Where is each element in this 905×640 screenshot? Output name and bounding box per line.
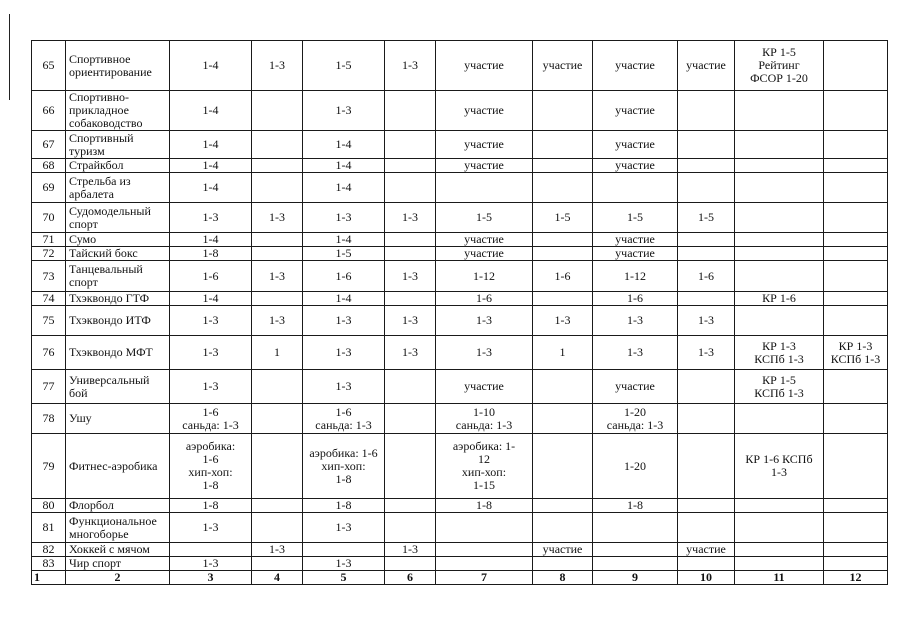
table-cell: 1-3 [170,370,252,404]
table-cell [824,543,888,557]
table-cell: участие [593,247,678,261]
table-cell [735,131,824,159]
table-cell [678,292,735,306]
table-cell: 1-6 [170,261,252,292]
table-cell [824,370,888,404]
table-cell [593,513,678,543]
table-cell: 1-6 [436,292,533,306]
table-cell [436,513,533,543]
table-cell: 1-6 [533,261,593,292]
table-cell: 1-3 [303,203,385,233]
table-cell: 1-3 [252,41,303,91]
table-cell [385,557,436,571]
table-cell: 1-5 [678,203,735,233]
table-cell: 1-4 [170,292,252,306]
table-cell: 1-4 [303,233,385,247]
table-row [32,247,888,261]
table-cell [824,131,888,159]
table-cell: участие [436,41,533,91]
table-cell: 1-3 [252,543,303,557]
table-cell: 1-10 саньда: 1-3 [436,404,533,434]
table-cell [824,247,888,261]
table-cell: КР 1-5 Рейтинг ФСОР 1-20 [735,41,824,91]
table-row [32,499,888,513]
table-cell: 1-3 [303,306,385,336]
table-cell [824,499,888,513]
table-cell: участие [593,233,678,247]
table-cell: 1-3 [385,543,436,557]
table-cell: 1-8 [436,499,533,513]
table-cell: 1-4 [170,41,252,91]
column-number: 8 [533,571,593,585]
table-row [32,261,888,292]
table-cell [678,247,735,261]
table-cell: 1-3 [678,336,735,370]
sport-name: Тайский бокс [66,247,170,261]
table-cell: 1-3 [533,306,593,336]
table-cell: участие [593,131,678,159]
table-cell [385,173,436,203]
table-cell [252,404,303,434]
table-cell: КР 1-3 КСПб 1-3 [824,336,888,370]
table-cell: 1-3 [385,261,436,292]
table-cell [824,404,888,434]
row-number: 79 [32,434,66,499]
table-cell [678,131,735,159]
sport-name: Чир спорт [66,557,170,571]
table-cell [735,247,824,261]
table-cell: 1-3 [436,336,533,370]
table-row [32,370,888,404]
table-cell: 1-3 [303,91,385,131]
table-cell [824,292,888,306]
table-cell [735,159,824,173]
sport-name: Стрельба из арбалета [66,173,170,203]
table-cell: участие [436,233,533,247]
table-cell: аэробика: 1-6 хип-хоп: 1-8 [303,434,385,499]
table-cell [824,261,888,292]
table-cell: 1-3 [170,336,252,370]
table-cell [735,91,824,131]
table-cell: участие [593,370,678,404]
table-cell: 1-12 [436,261,533,292]
column-number: 11 [735,571,824,585]
table-cell [533,131,593,159]
table-cell: 1-5 [593,203,678,233]
table-cell: 1-20 саньда: 1-3 [593,404,678,434]
table-cell: КР 1-3 КСПб 1-3 [735,336,824,370]
table-cell: 1-5 [303,41,385,91]
table-cell [678,404,735,434]
table-cell [533,247,593,261]
table-cell [735,173,824,203]
sport-name: Флорбол [66,499,170,513]
table-cell: 1-4 [303,173,385,203]
table-cell: 1-4 [303,131,385,159]
table-cell: 1-3 [593,306,678,336]
table-cell [436,557,533,571]
table-cell [252,370,303,404]
table-cell [252,557,303,571]
table-cell: 1-8 [170,247,252,261]
table-cell [678,91,735,131]
sport-name: Хоккей с мячом [66,543,170,557]
table-cell: 1-3 [252,261,303,292]
table-cell: участие [436,247,533,261]
table-cell [252,159,303,173]
table-cell: 1-8 [303,499,385,513]
sport-name: Спортивное ориентирование [66,41,170,91]
table-cell [824,41,888,91]
sport-name: Танцевальный спорт [66,261,170,292]
table-cell: участие [678,543,735,557]
table-cell [385,370,436,404]
table-cell [735,306,824,336]
row-number: 83 [32,557,66,571]
table-cell: аэробика: 1-6 хип-хоп: 1-8 [170,434,252,499]
row-number: 77 [32,370,66,404]
table-cell: 1-5 [303,247,385,261]
table-cell [678,370,735,404]
table-cell [533,370,593,404]
table-cell [678,233,735,247]
table-cell: 1-3 [385,41,436,91]
row-number: 67 [32,131,66,159]
table-cell [678,557,735,571]
table-row [32,292,888,306]
row-number: 66 [32,91,66,131]
row-number: 71 [32,233,66,247]
table-cell [170,543,252,557]
table-cell: участие [593,159,678,173]
row-number: 80 [32,499,66,513]
table-cell [252,233,303,247]
table-cell: 1-3 [678,306,735,336]
column-number: 10 [678,571,735,585]
row-number: 74 [32,292,66,306]
table-row [32,513,888,543]
row-number: 75 [32,306,66,336]
table-cell: 1-4 [170,91,252,131]
table-cell [593,557,678,571]
table-cell [533,233,593,247]
table-row [32,203,888,233]
row-number: 72 [32,247,66,261]
table-cell [385,404,436,434]
table-cell [824,91,888,131]
table-cell: участие [593,91,678,131]
table-cell [385,131,436,159]
table-cell [252,513,303,543]
sport-name: Судомодельный спорт [66,203,170,233]
table-cell: участие [533,41,593,91]
table-cell: 1-4 [170,233,252,247]
table-cell: 1-5 [436,203,533,233]
table-cell: 1-20 [593,434,678,499]
table-cell: 1-3 [303,370,385,404]
table-cell [385,292,436,306]
table-cell [385,91,436,131]
table-cell: 1-12 [593,261,678,292]
table-cell [533,499,593,513]
table-cell [252,173,303,203]
table-cell: 1-4 [170,159,252,173]
sport-name: Страйкбол [66,159,170,173]
table-cell [533,404,593,434]
table-cell [735,203,824,233]
table-cell: участие [436,370,533,404]
table-cell [824,434,888,499]
column-number: 7 [436,571,533,585]
column-number: 2 [66,571,170,585]
table-cell: 1 [252,336,303,370]
table-cell [593,173,678,203]
table-cell: 1-3 [385,203,436,233]
table-cell [824,159,888,173]
table-cell [824,513,888,543]
table-cell [252,131,303,159]
sport-name: Функциональное многоборье [66,513,170,543]
table-cell: участие [436,91,533,131]
table-cell [533,292,593,306]
table-cell [385,513,436,543]
table-cell: участие [436,131,533,159]
table-cell [824,557,888,571]
column-number: 3 [170,571,252,585]
row-number: 76 [32,336,66,370]
table-row [32,404,888,434]
table-cell [593,543,678,557]
table-cell [735,499,824,513]
table-cell: участие [436,159,533,173]
table-row [32,543,888,557]
table-cell: 1-3 [593,336,678,370]
table-cell: 1-6 саньда: 1-3 [170,404,252,434]
row-number: 69 [32,173,66,203]
sport-name: Тхэквондо ГТФ [66,292,170,306]
table-row [32,131,888,159]
table-cell: участие [593,41,678,91]
table-cell [252,292,303,306]
table-cell: 1-3 [170,513,252,543]
table-row [32,173,888,203]
sport-name: Спортивный туризм [66,131,170,159]
row-number: 68 [32,159,66,173]
table-cell: 1-4 [170,131,252,159]
table-cell: 1-6 саньда: 1-3 [303,404,385,434]
sport-name: Ушу [66,404,170,434]
column-number: 6 [385,571,436,585]
table-cell: участие [678,41,735,91]
table-cell [385,233,436,247]
row-number: 78 [32,404,66,434]
sport-name: Тхэквондо МФТ [66,336,170,370]
table-cell [735,543,824,557]
table-cell [436,173,533,203]
row-number: 70 [32,203,66,233]
table-row [32,91,888,131]
table-cell: 1-3 [303,557,385,571]
table-cell [735,404,824,434]
table-cell [533,557,593,571]
table-cell [735,557,824,571]
table-cell: КР 1-6 [735,292,824,306]
table-cell: 1-3 [252,203,303,233]
table-cell [252,499,303,513]
sports-competition-table [31,40,888,585]
table-cell: 1 [533,336,593,370]
table-cell: 1-3 [385,336,436,370]
table-cell: 1-3 [170,203,252,233]
table-cell: 1-6 [303,261,385,292]
row-number: 82 [32,543,66,557]
table-cell: 1-4 [170,173,252,203]
table-cell [533,434,593,499]
table-cell [533,159,593,173]
table-cell: 1-8 [170,499,252,513]
table-cell [385,159,436,173]
table-row [32,434,888,499]
table-cell [678,513,735,543]
table-cell [303,543,385,557]
table-cell [385,499,436,513]
table-cell [436,543,533,557]
table-row [32,233,888,247]
sport-name: Универсальный бой [66,370,170,404]
table-row [32,159,888,173]
table-cell [533,91,593,131]
table-cell: участие [533,543,593,557]
row-number: 81 [32,513,66,543]
table-row [32,336,888,370]
table-cell: 1-4 [303,159,385,173]
sport-name: Сумо [66,233,170,247]
table-cell [533,513,593,543]
table-cell [678,434,735,499]
table-body [32,41,888,585]
column-number-row [32,571,888,585]
row-number: 65 [32,41,66,91]
table-cell: аэробика: 1- 12 хип-хоп: 1-15 [436,434,533,499]
table-cell: 1-3 [436,306,533,336]
table-cell: 1-8 [593,499,678,513]
table-cell [735,261,824,292]
table-cell: 1-6 [678,261,735,292]
table-cell [735,513,824,543]
table-cell [252,91,303,131]
table-cell: 1-5 [533,203,593,233]
table-cell [678,159,735,173]
table-cell [735,233,824,247]
table-cell: 1-6 [593,292,678,306]
column-number: 4 [252,571,303,585]
table-row [32,306,888,336]
table-cell: 1-3 [170,557,252,571]
table-cell: 1-3 [170,306,252,336]
column-number: 5 [303,571,385,585]
table-cell [252,247,303,261]
row-number: 73 [32,261,66,292]
margin-rule [9,14,10,100]
table-cell [385,434,436,499]
sport-name: Спортивно- прикладное собаководство [66,91,170,131]
table-cell [252,434,303,499]
table-cell [824,233,888,247]
table-cell [533,173,593,203]
table-cell: 1-4 [303,292,385,306]
table-cell [678,499,735,513]
table-row [32,41,888,91]
table-cell [824,173,888,203]
table-cell: 1-3 [385,306,436,336]
column-number: 12 [824,571,888,585]
column-number: 9 [593,571,678,585]
table-cell [824,306,888,336]
table-cell: 1-3 [303,513,385,543]
sport-name: Фитнес-аэробика [66,434,170,499]
table-row [32,557,888,571]
table-cell [824,203,888,233]
sport-name: Тхэквондо ИТФ [66,306,170,336]
column-number: 1 [32,571,66,585]
table-cell [678,173,735,203]
table-cell: КР 1-6 КСПб 1-3 [735,434,824,499]
table-cell: 1-3 [303,336,385,370]
table-cell: 1-3 [252,306,303,336]
table-cell [385,247,436,261]
table-cell: КР 1-5 КСПб 1-3 [735,370,824,404]
